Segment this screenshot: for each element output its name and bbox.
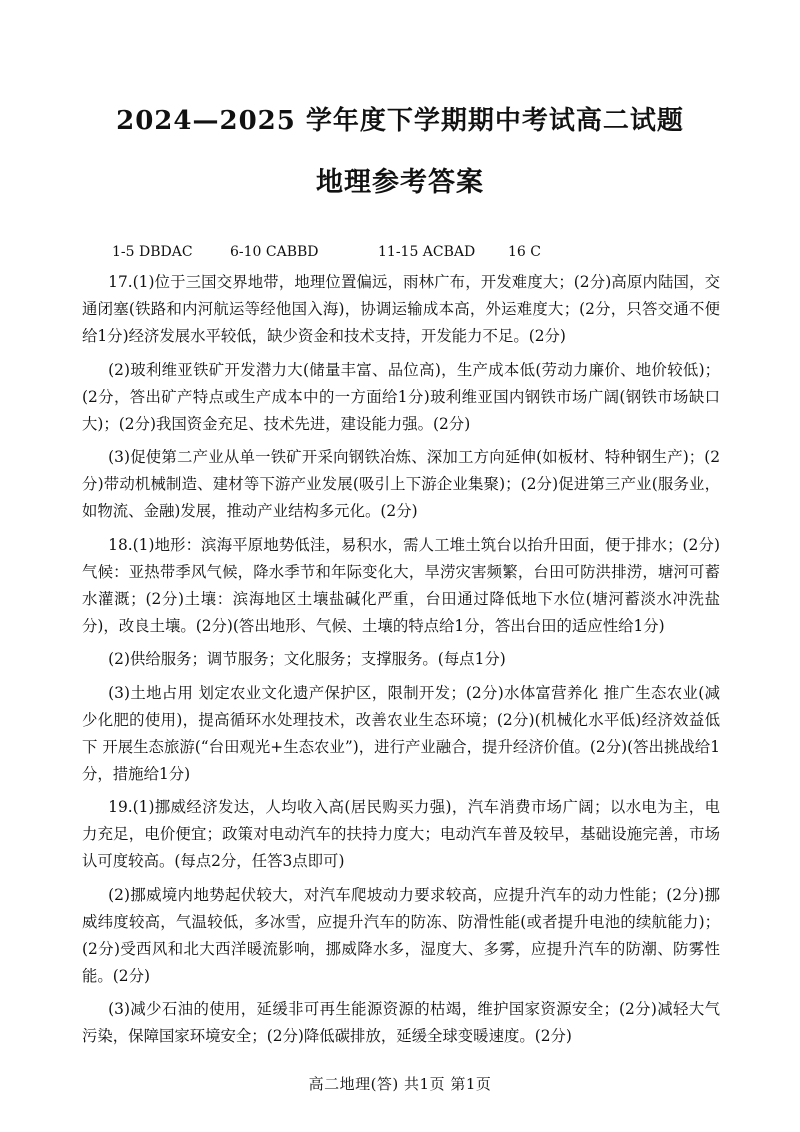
mc-group-11-15: 11-15 ACBAD — [378, 244, 476, 260]
answer-paragraph-19-1: 19.(1)挪威经济发达，人均收入高(居民购买力强)，汽车消费市场广阔；以水电为主，电力充足，电价便宜；政策对电动汽车的扶持力度大；电动汽车普及较早，基础设施完善，市场认可度较高。(每点2分，任答3点即可) — [82, 798, 720, 870]
answer-paragraph-18-1: 18.(1)地形：滨海平原地势低洼，易积水，需人工堆土筑台以抬升田面，便于排水；(2分)气候：亚热带季风气候，降水季节和年际变化大，旱涝灾害频繁，台田可防洪排涝，塘河可蓄水灌溉；(2分)土壤：滨海地区土壤盐碱化严重，台田通过降低地下水位(塘河蓄淡水冲洗盐分)，改良土壤。(2分)(答出地形、气候、土壤的特点给1分，答出台田的适应性给1分) — [82, 535, 720, 635]
answer-body — [82, 269, 720, 1057]
exam-title: 2024—2025 学年度下学期期中考试高二试题 — [116, 106, 684, 136]
answer-paragraph-19-2: (2)挪威境内地势起伏较大，对汽车爬坡动力要求较高，应提升汽车的动力性能；(2分)挪威纬度较高，气温较低，多冰雪，应提升汽车的防冻、防滑性能(或者提升电池的续航能力)；(2分)受西风和北大西洋暖流影响，挪威降水多，湿度大、多雾，应提升汽车的防潮、防雾性能。(2分) — [82, 885, 720, 985]
mc-group-6-10: 6-10 CABBD — [230, 244, 319, 260]
answer-paragraph-18-3: (3)土地占用 划定农业文化遗产保护区，限制开发；(2分)水体富营养化 推广生态农业(减少化肥的使用)，提高循环水处理技术，改善农业生态环境；(2分)(机械化水平低)经济效益低下 开展生态旅游(“台田观光+生态农业”)，进行产业融合，提升经济价值。(2分)(答出挑战给1分，措施给1分) — [82, 683, 720, 783]
multiple-choice-answers — [112, 244, 541, 260]
page-footer: 高二地理(答) 共1页 第1页 — [308, 1075, 492, 1093]
mc-group-1-5: 1-5 DBDAC — [112, 244, 193, 260]
answer-paragraph-17-1: 17.(1)位于三国交界地带，地理位置偏远，雨林广布，开发难度大；(2分)高原内陆国，交通闭塞(铁路和内河航运等经他国入海)，协调运输成本高，外运难度大；(2分，只答交通不便给1分)经济发展水平较低，缺少资金和技术支持，开发能力不足。(2分) — [82, 273, 720, 345]
answer-paragraph-18-2: (2)供给服务；调节服务；文化服务；支撑服务。(每点1分) — [108, 650, 506, 668]
mc-group-16: 16 C — [508, 244, 541, 260]
answer-paragraph-17-2: (2)玻利维亚铁矿开发潜力大(储量丰富、品位高)，生产成本低(劳动力廉价、地价较低)；(2分，答出矿产特点或生产成本中的一方面给1分)玻利维亚国内钢铁市场广阔(钢铁市场缺口大)；(2分)我国资金充足、技术先进，建设能力强。(2分) — [82, 360, 720, 433]
answer-paragraph-19-3: (3)减少石油的使用，延缓非可再生能源资源的枯竭，维护国家资源安全；(2分)减轻大气污染，保障国家环境安全；(2分)降低碳排放，延缓全球变暖速度。(2分) — [82, 1000, 720, 1045]
answer-key-subtitle: 地理参考答案 — [316, 167, 484, 198]
answer-paragraph-17-3: (3)促使第二产业从单一铁矿开采向钢铁冶炼、深加工方向延伸(如板材、特种钢生产)；(2分)带动机械制造、建材等下游产业发展(吸引上下游企业集聚)；(2分)促进第三产业(服务业，如物流、金融)发展，推动产业结构多元化。(2分) — [82, 448, 720, 520]
